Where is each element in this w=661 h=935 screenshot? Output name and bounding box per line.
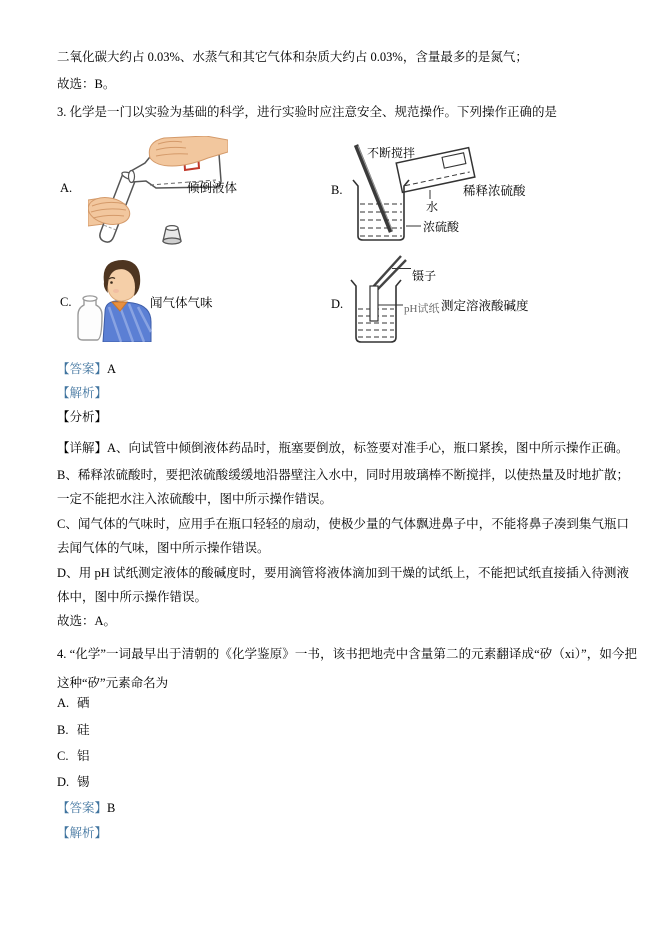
gas-bottle — [78, 296, 102, 340]
q4-option-a-label: A. — [57, 696, 70, 710]
stopper — [163, 226, 181, 244]
q3-detail-b: B、稀释浓硫酸时，要把浓硫酸缓缓地沿器壁注入水中，同时用玻璃棒不断搅拌，以使热量及时地扩散；一定不能把水注入浓硫酸中，图中所示操作错误。 — [57, 468, 629, 506]
answer-value: A — [107, 362, 117, 376]
q4-option-a — [57, 696, 90, 711]
acid-label: 浓硫酸 — [423, 220, 460, 234]
q3-option-c-caption: 闻气体气味 — [150, 296, 213, 310]
q4-option-d-label: D. — [57, 775, 70, 789]
tweezers-label: 镊子 — [412, 269, 437, 283]
question3-stem: 3. 化学是一门以实验为基础的科学，进行实验时应注意安全、规范操作。下列操作正确的是 — [57, 105, 558, 119]
ph-test-illustration — [345, 253, 440, 348]
q4-option-a-text: 硒 — [77, 696, 90, 710]
tweezers — [372, 256, 406, 290]
water-label: 水 — [426, 200, 439, 214]
q4-option-b — [57, 723, 90, 738]
stir-label: 不断搅拌 — [367, 146, 416, 160]
q3-fenxi-tag: 【分析】 — [57, 410, 108, 424]
q3-detail-d: D、用 pH 试纸测定液体的酸碱度时，要用滴管将液体滴加到干燥的试纸上，不能把试纸直接插入待测液体中，图中所示操作错误。 — [57, 566, 629, 604]
q4-option-b-label: B. — [57, 723, 69, 737]
q4-option-d — [57, 775, 90, 790]
q3-option-a-label: A. — [60, 181, 73, 195]
q3-conclusion: 故选：A。 — [57, 614, 117, 628]
ph-paper-label: pH试纸 — [404, 303, 440, 315]
intro-conclusion: 故选：B。 — [57, 77, 116, 91]
q3-answer-line — [57, 362, 116, 377]
q3-option-a-caption: 倾倒液体 — [187, 181, 238, 195]
q3-option-d-label: D. — [331, 297, 344, 311]
answer-value: B — [107, 801, 116, 815]
q3-option-b-caption: 稀释浓硫酸 — [463, 184, 526, 198]
q3-option-c-label: C. — [60, 295, 72, 309]
detail-a-text: A、向试管中倾倒液体药品时，瓶塞要倒放，标签要对准手心，瓶口紧挨，图中所示操作正确。 — [107, 441, 629, 455]
q3-analysis-tag: 【解析】 — [57, 386, 108, 400]
smell-gas-illustration — [76, 258, 152, 342]
ph-paper-strip — [370, 286, 378, 321]
intro-line: 二氧化碳大约占 0.03%、水蒸气和其它气体和杂质大约占 0.03%，含量最多的是氮气； — [57, 50, 528, 64]
answer-tag: 【答案】 — [57, 801, 108, 815]
q4-option-b-text: 硅 — [77, 723, 90, 737]
q4-option-d-text: 锡 — [77, 775, 90, 789]
q3-detail-a — [57, 436, 629, 460]
q3-option-d-caption: 测定溶液酸碱度 — [441, 299, 529, 313]
q4-analysis-tag: 【解析】 — [57, 826, 108, 840]
question4-stem: 4. “化学”一词最早出于清朝的《化学鉴原》一书，该书把地壳中含量第二的元素翻译成“矽（xi）”，如今把这种“矽”元素命名为 — [57, 647, 637, 690]
q4-option-c — [57, 749, 90, 764]
boy-shirt — [103, 301, 151, 342]
q4-answer-line — [57, 801, 115, 816]
q4-option-c-label: C. — [57, 749, 69, 763]
q3-option-b-label: B. — [331, 183, 343, 197]
q3-detail-c: C、闻气体的气味时，应用手在瓶口轻轻的扇动，使极少量的气体飘进鼻子中，不能将鼻子凑到集气瓶口去闻气体的气味，图中所示操作错误。 — [57, 517, 629, 555]
q4-option-c-text: 铝 — [77, 749, 90, 763]
answer-tag: 【答案】 — [57, 362, 108, 376]
detail-tag: 【详解】 — [57, 441, 108, 455]
